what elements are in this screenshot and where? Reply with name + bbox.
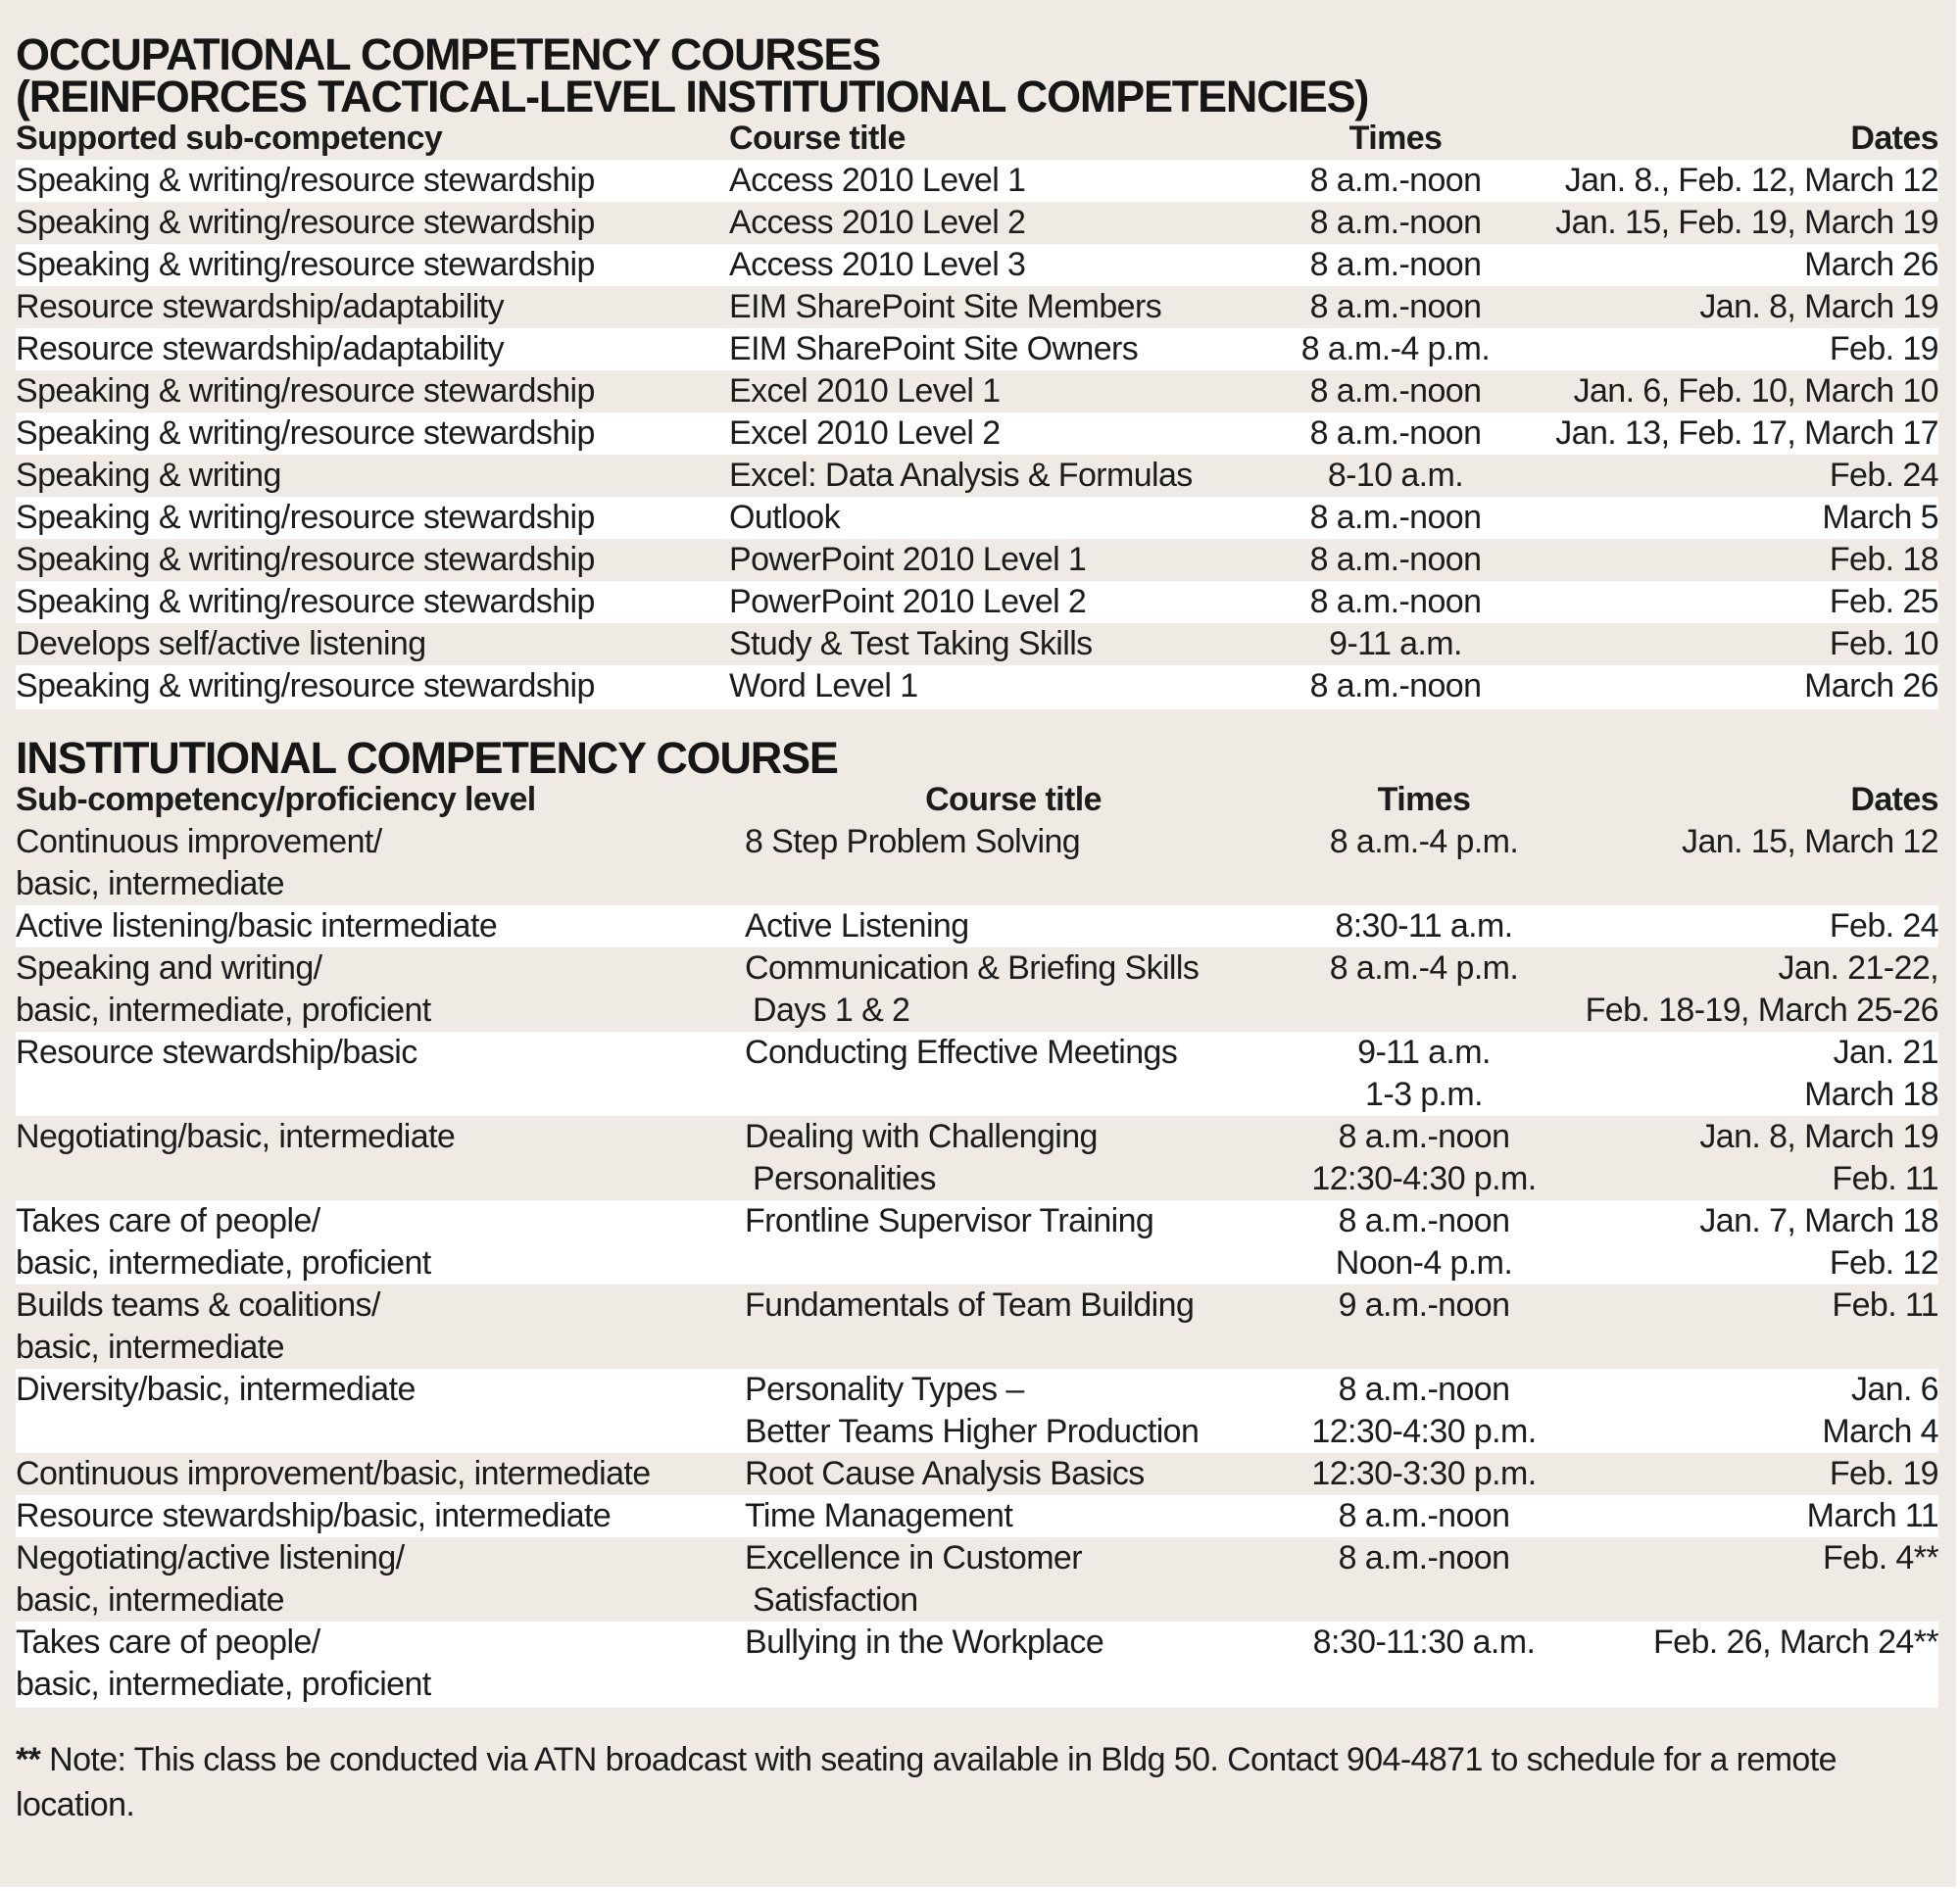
dates-cell: [1566, 1495, 1938, 1537]
dates-cell: [1566, 1032, 1938, 1116]
times-cell: [1282, 1369, 1566, 1453]
cell-line: 8:30-11:30 a.m.: [1312, 1624, 1536, 1661]
sub-competency-cell: [16, 1116, 745, 1200]
cell-line: basic, intermediate, proficient: [16, 992, 431, 1029]
times-cell: 8 a.m.-noon: [1258, 202, 1533, 244]
times-cell: 8-10 a.m.: [1258, 455, 1533, 497]
table-row: [16, 412, 1938, 455]
table-row: [16, 1622, 1938, 1708]
table-row: [16, 370, 1938, 412]
cell-line: Continuous improvement/basic, intermediate: [16, 1455, 651, 1492]
table-row: [16, 1285, 1938, 1369]
institutional-rows: [16, 821, 1938, 1708]
header-sub-competency-proficiency: Sub-competency/proficiency level: [16, 781, 536, 818]
cell-line: Feb. 11: [1832, 1160, 1938, 1197]
times-cell: [1282, 821, 1566, 905]
times-cell: [1282, 947, 1566, 1032]
cell-line: Speaking and writing/: [16, 949, 322, 987]
times-cell: [1282, 1495, 1566, 1537]
times-cell: [1282, 1032, 1566, 1116]
sub-competency-cell: Speaking & writing/resource stewardship: [16, 244, 729, 286]
header-times: Times: [1348, 120, 1443, 157]
dates-cell: [1566, 1369, 1938, 1453]
cell-line: Feb. 4**: [1822, 1539, 1938, 1576]
cell-line: Active Listening: [745, 907, 969, 945]
dates-cell: Feb. 10: [1533, 623, 1938, 665]
cell-line: Negotiating/basic, intermediate: [16, 1118, 456, 1155]
occupational-header-row: [16, 118, 1938, 160]
course-title-cell: [745, 1032, 1282, 1116]
dates-cell: [1566, 821, 1938, 905]
dates-cell: Feb. 18: [1533, 539, 1938, 581]
cell-line: Jan. 21-22,: [1778, 949, 1938, 987]
table-row: [16, 160, 1938, 202]
dates-cell: [1566, 1622, 1938, 1708]
footnote: [16, 1737, 1917, 1827]
cell-line: 8 a.m.-4 p.m.: [1329, 949, 1519, 987]
cell-line: Feb. 24: [1829, 907, 1938, 945]
times-cell: 8 a.m.-noon: [1258, 370, 1533, 412]
table-row: [16, 1537, 1938, 1622]
sub-competency-cell: [16, 1537, 745, 1622]
cell-line: basic, intermediate, proficient: [16, 1244, 431, 1282]
cell-line: Feb. 12: [1829, 1244, 1938, 1282]
dates-cell: [1566, 1537, 1938, 1622]
times-cell: [1282, 1285, 1566, 1369]
occupational-title: [16, 29, 1938, 121]
course-title-cell: Word Level 1: [729, 665, 1258, 709]
header-course-title: Course title: [925, 781, 1102, 818]
course-title-cell: [745, 1495, 1282, 1537]
table-row: [16, 1032, 1938, 1116]
sub-competency-cell: Speaking & writing/resource stewardship: [16, 412, 729, 455]
times-cell: [1282, 1453, 1566, 1495]
cell-line: Time Management: [745, 1497, 1013, 1534]
cell-line: Feb. 11: [1832, 1286, 1938, 1324]
header-sub-competency: Supported sub-competency: [16, 120, 443, 157]
cell-line: Feb. 26, March 24**: [1653, 1624, 1938, 1661]
sub-competency-cell: [16, 1622, 745, 1708]
course-title-cell: Access 2010 Level 2: [729, 202, 1258, 244]
dates-cell: March 26: [1533, 665, 1938, 709]
times-cell: 8 a.m.-noon: [1258, 286, 1533, 328]
course-title-cell: Excel 2010 Level 1: [729, 370, 1258, 412]
sub-competency-cell: [16, 821, 745, 905]
sub-competency-cell: Speaking & writing/resource stewardship: [16, 160, 729, 202]
dates-cell: Jan. 8, March 19: [1533, 286, 1938, 328]
cell-line: Root Cause Analysis Basics: [745, 1455, 1145, 1492]
cell-line: Takes care of people/: [16, 1624, 320, 1661]
course-title-cell: Outlook: [729, 497, 1258, 539]
dates-cell: [1566, 1453, 1938, 1495]
cell-line: 1-3 p.m.: [1365, 1076, 1483, 1113]
course-title-cell: [745, 1453, 1282, 1495]
times-cell: 8 a.m.-noon: [1258, 244, 1533, 286]
course-title-cell: [745, 1200, 1282, 1285]
times-cell: 8 a.m.-noon: [1258, 412, 1533, 455]
cell-line: Personality Types –: [745, 1371, 1024, 1408]
dates-cell: [1566, 1285, 1938, 1369]
cell-line: 8 a.m.-noon: [1338, 1118, 1510, 1155]
dates-cell: [1566, 1116, 1938, 1200]
course-title-cell: Access 2010 Level 1: [729, 160, 1258, 202]
cell-line: Excellence in Customer: [745, 1539, 1082, 1576]
dates-cell: Feb. 25: [1533, 581, 1938, 623]
sub-competency-cell: Speaking & writing/resource stewardship: [16, 539, 729, 581]
course-title-cell: [745, 947, 1282, 1032]
header-dates: Dates: [1850, 120, 1938, 157]
header-dates: Dates: [1850, 781, 1938, 818]
course-title-cell: [745, 1622, 1282, 1708]
cell-line: 8 a.m.-noon: [1338, 1371, 1510, 1408]
header-times: Times: [1377, 781, 1471, 818]
dates-cell: March 26: [1533, 244, 1938, 286]
cell-line: Jan. 21: [1833, 1034, 1938, 1071]
cell-line: Negotiating/active listening/: [16, 1539, 405, 1576]
table-row: [16, 947, 1938, 1032]
dates-cell: [1566, 905, 1938, 947]
times-cell: 8 a.m.-noon: [1258, 497, 1533, 539]
sub-competency-cell: Speaking & writing/resource stewardship: [16, 370, 729, 412]
sub-competency-cell: Speaking & writing: [16, 455, 729, 497]
cell-line: Feb. 18-19, March 25-26: [1585, 992, 1938, 1029]
table-row: [16, 1453, 1938, 1495]
institutional-header-row: [16, 779, 1938, 821]
table-row: [16, 905, 1938, 947]
occupational-title-line1: OCCUPATIONAL COMPETENCY COURSES: [16, 29, 881, 79]
dates-cell: Jan. 13, Feb. 17, March 17: [1533, 412, 1938, 455]
sub-competency-cell: [16, 1032, 745, 1116]
cell-line: 12:30-4:30 p.m.: [1311, 1413, 1537, 1450]
cell-line: 8 a.m.-4 p.m.: [1329, 823, 1519, 860]
table-row: [16, 821, 1938, 905]
times-cell: 9-11 a.m.: [1258, 623, 1533, 665]
sub-competency-cell: [16, 1495, 745, 1537]
footnote-marker: **: [16, 1741, 41, 1778]
dates-cell: Jan. 8., Feb. 12, March 12: [1533, 160, 1938, 202]
cell-line: Resource stewardship/basic, intermediate: [16, 1497, 612, 1534]
cell-line: basic, intermediate: [16, 1329, 284, 1366]
course-title-cell: PowerPoint 2010 Level 1: [729, 539, 1258, 581]
sub-competency-cell: Speaking & writing/resource stewardship: [16, 665, 729, 709]
course-title-cell: [745, 1285, 1282, 1369]
course-title-cell: [745, 1369, 1282, 1453]
cell-line: March 18: [1804, 1076, 1938, 1113]
cell-line: Noon-4 p.m.: [1335, 1244, 1513, 1282]
dates-cell: Feb. 19: [1533, 328, 1938, 370]
dates-cell: [1566, 1200, 1938, 1285]
times-cell: [1282, 1537, 1566, 1622]
cell-line: Jan. 7, March 18: [1699, 1202, 1938, 1239]
table-row: [16, 539, 1938, 581]
cell-line: 8 a.m.-noon: [1338, 1202, 1510, 1239]
course-title-cell: EIM SharePoint Site Owners: [729, 328, 1258, 370]
table-row: [16, 497, 1938, 539]
sub-competency-cell: Resource stewardship/adaptability: [16, 286, 729, 328]
cell-line: 8 a.m.-noon: [1338, 1539, 1510, 1576]
table-row: [16, 623, 1938, 665]
times-cell: [1282, 905, 1566, 947]
sub-competency-cell: [16, 1285, 745, 1369]
dates-cell: Jan. 6, Feb. 10, March 10: [1533, 370, 1938, 412]
course-title-cell: [745, 1537, 1282, 1622]
dates-cell: Feb. 24: [1533, 455, 1938, 497]
cell-line: Resource stewardship/basic: [16, 1034, 417, 1071]
cell-line: 9-11 a.m.: [1357, 1034, 1491, 1071]
cell-line: Jan. 6: [1850, 1371, 1938, 1408]
course-title-cell: PowerPoint 2010 Level 2: [729, 581, 1258, 623]
cell-line: Days 1 & 2: [753, 992, 910, 1029]
cell-line: basic, intermediate, proficient: [16, 1666, 431, 1703]
cell-line: 8 a.m.-noon: [1338, 1497, 1510, 1534]
course-title-cell: [745, 821, 1282, 905]
table-row: [16, 1200, 1938, 1285]
course-title-cell: [745, 905, 1282, 947]
dates-cell: March 5: [1533, 497, 1938, 539]
sub-competency-cell: [16, 947, 745, 1032]
institutional-table: [16, 779, 1938, 1708]
sub-competency-cell: Speaking & writing/resource stewardship: [16, 581, 729, 623]
times-cell: 8 a.m.-noon: [1258, 665, 1533, 709]
cell-line: Jan. 15, March 12: [1682, 823, 1938, 860]
cell-line: Fundamentals of Team Building: [745, 1286, 1195, 1324]
table-row: [16, 1495, 1938, 1537]
table-row: [16, 244, 1938, 286]
cell-line: Personalities: [753, 1160, 936, 1197]
times-cell: 8 a.m.-noon: [1258, 539, 1533, 581]
cell-line: basic, intermediate: [16, 865, 284, 902]
table-row: [16, 1369, 1938, 1453]
table-row: [16, 286, 1938, 328]
course-title-cell: Study & Test Taking Skills: [729, 623, 1258, 665]
sub-competency-cell: [16, 1369, 745, 1453]
course-title-cell: Excel 2010 Level 2: [729, 412, 1258, 455]
times-cell: [1282, 1200, 1566, 1285]
cell-line: Feb. 19: [1829, 1455, 1938, 1492]
dates-cell: Jan. 15, Feb. 19, March 19: [1533, 202, 1938, 244]
dates-cell: [1566, 947, 1938, 1032]
cell-line: Conducting Effective Meetings: [745, 1034, 1178, 1071]
cell-line: 12:30-3:30 p.m.: [1311, 1455, 1537, 1492]
institutional-title: INSTITUTIONAL COMPETENCY COURSE: [16, 733, 838, 783]
times-cell: [1282, 1622, 1566, 1708]
header-course-title: Course title: [729, 120, 906, 157]
table-row: [16, 581, 1938, 623]
course-title-cell: EIM SharePoint Site Members: [729, 286, 1258, 328]
sub-competency-cell: [16, 1200, 745, 1285]
times-cell: 8 a.m.-noon: [1258, 581, 1533, 623]
cell-line: basic, intermediate: [16, 1581, 284, 1619]
cell-line: Builds teams & coalitions/: [16, 1286, 380, 1324]
occupational-table: [16, 118, 1938, 709]
cell-line: 12:30-4:30 p.m.: [1311, 1160, 1537, 1197]
times-cell: 8 a.m.-noon: [1258, 160, 1533, 202]
table-row: [16, 665, 1938, 709]
table-row: [16, 1116, 1938, 1200]
occupational-rows: [16, 160, 1938, 709]
cell-line: Satisfaction: [753, 1581, 918, 1619]
cell-line: Jan. 8, March 19: [1699, 1118, 1938, 1155]
sub-competency-cell: Speaking & writing/resource stewardship: [16, 497, 729, 539]
cell-line: Bullying in the Workplace: [745, 1624, 1104, 1661]
cell-line: Continuous improvement/: [16, 823, 382, 860]
cell-line: Active listening/basic intermediate: [16, 907, 498, 945]
cell-line: Communication & Briefing Skills: [745, 949, 1200, 987]
cell-line: Better Teams Higher Production: [745, 1413, 1200, 1450]
cell-line: 9 a.m.-noon: [1338, 1286, 1510, 1324]
cell-line: Dealing with Challenging: [745, 1118, 1098, 1155]
cell-line: Frontline Supervisor Training: [745, 1202, 1154, 1239]
sub-competency-cell: Develops self/active listening: [16, 623, 729, 665]
table-row: [16, 202, 1938, 244]
cell-line: March 11: [1806, 1497, 1938, 1534]
sub-competency-cell: [16, 905, 745, 947]
times-cell: [1282, 1116, 1566, 1200]
occupational-title-line2: (REINFORCES TACTICAL-LEVEL INSTITUTIONAL COMPETENCIES): [16, 72, 1369, 121]
cell-line: 8:30-11 a.m.: [1335, 907, 1513, 945]
times-cell: 8 a.m.-4 p.m.: [1258, 328, 1533, 370]
course-title-cell: Excel: Data Analysis & Formulas: [729, 455, 1258, 497]
table-row: [16, 328, 1938, 370]
cell-line: 8 Step Problem Solving: [745, 823, 1081, 860]
cell-line: March 4: [1822, 1413, 1938, 1450]
cell-line: Diversity/basic, intermediate: [16, 1371, 416, 1408]
sub-competency-cell: [16, 1453, 745, 1495]
cell-line: Takes care of people/: [16, 1202, 320, 1239]
footnote-text: Note: This class be conducted via ATN broadcast with seating available in Bldg 50. Contact 904-4871 to schedule for a remote location.: [16, 1741, 1837, 1823]
table-row: [16, 455, 1938, 497]
course-title-cell: [745, 1116, 1282, 1200]
sub-competency-cell: Resource stewardship/adaptability: [16, 328, 729, 370]
course-title-cell: Access 2010 Level 3: [729, 244, 1258, 286]
sub-competency-cell: Speaking & writing/resource stewardship: [16, 202, 729, 244]
